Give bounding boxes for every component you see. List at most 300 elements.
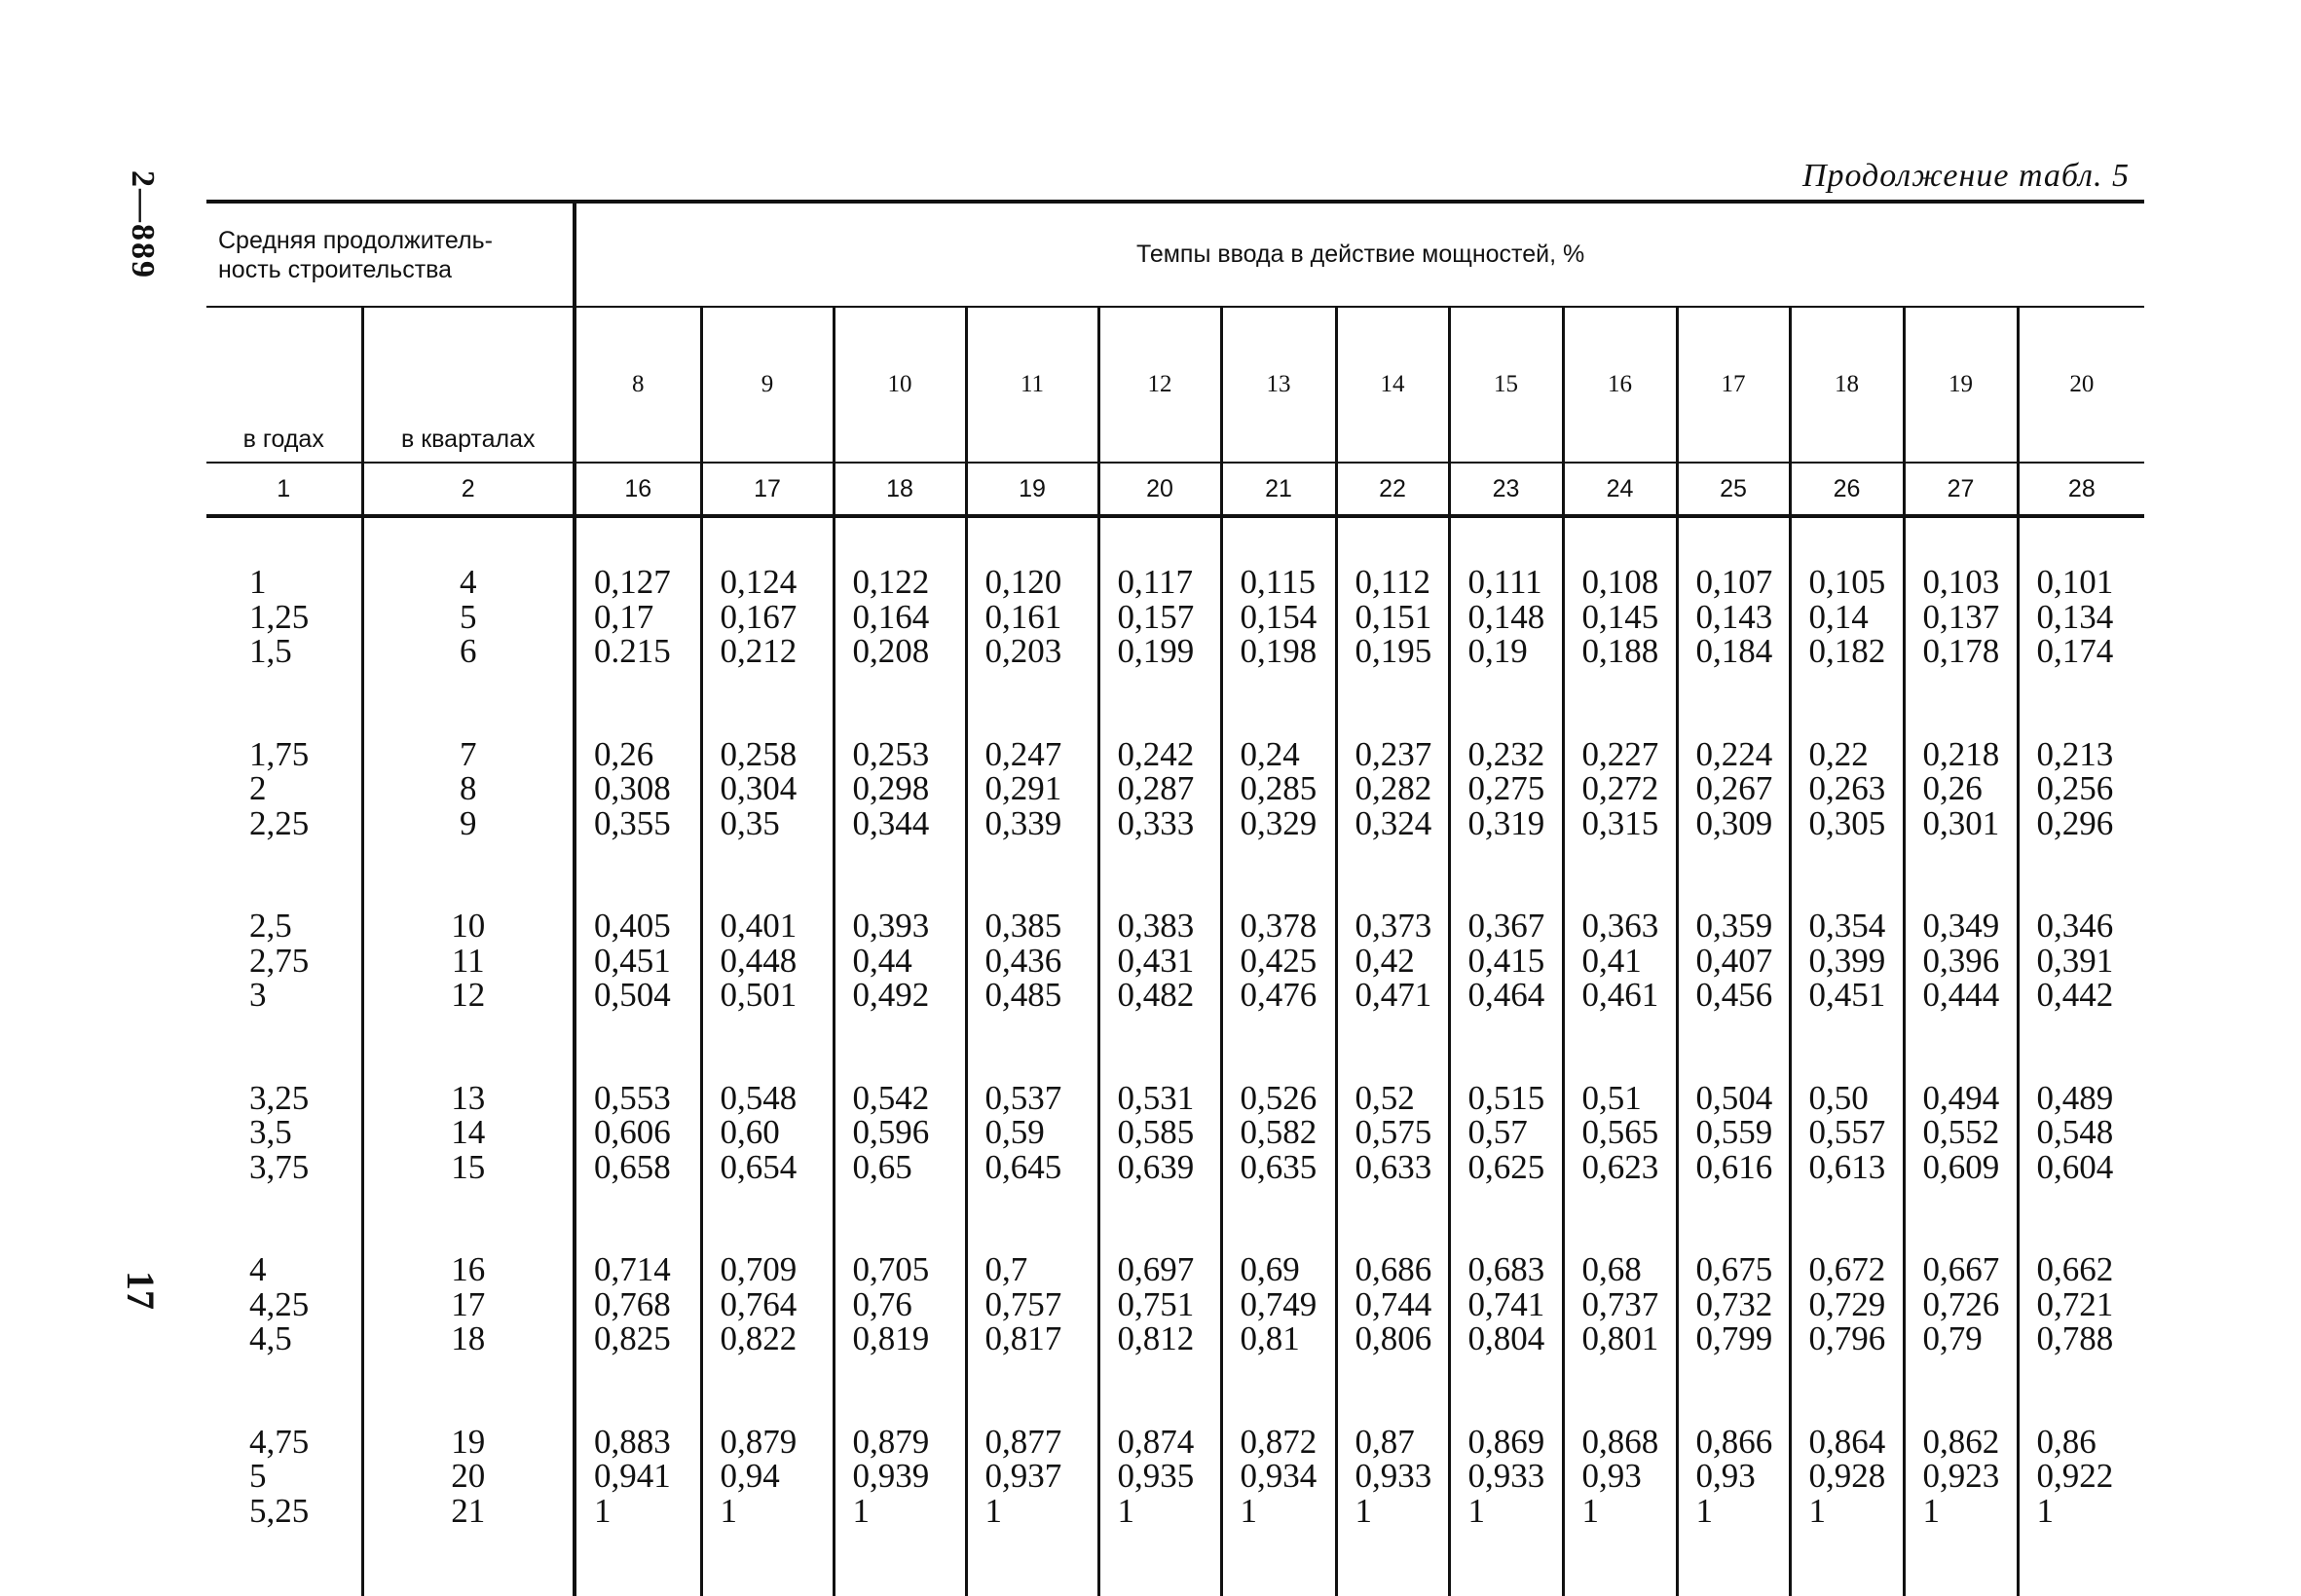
- table-cell: 0,267: [1695, 769, 1773, 807]
- table-cell: 0,822: [720, 1319, 798, 1357]
- table-cell: 0,355: [594, 803, 671, 842]
- table-cell: 0,565: [1581, 1113, 1659, 1151]
- table-cell: 0,515: [1467, 1078, 1545, 1117]
- value-column: [1904, 516, 2018, 1596]
- data-body: [206, 516, 2144, 1596]
- table-cell: 5: [460, 597, 477, 636]
- table-cell: 0,596: [852, 1113, 930, 1151]
- table-cell: 0,68: [1581, 1250, 1642, 1288]
- table-cell: 0,625: [1467, 1147, 1545, 1186]
- table-cell: 0,613: [1808, 1147, 1886, 1186]
- table-cell: 0,582: [1240, 1113, 1318, 1151]
- table-cell: 0,227: [1581, 734, 1659, 773]
- table-cell: 1: [1922, 1491, 1941, 1530]
- table-cell: 0,444: [1922, 976, 2000, 1014]
- percent-header: 17: [1677, 307, 1790, 463]
- table-cell: 4: [460, 563, 477, 601]
- table-cell: 0,456: [1695, 976, 1773, 1014]
- table-cell: 0,346: [2036, 907, 2114, 945]
- value-column: [1098, 516, 1221, 1596]
- table-cell: 0,662: [2036, 1250, 2114, 1288]
- value-column: [1449, 516, 1563, 1596]
- table-cell: 0,212: [720, 632, 798, 670]
- table-cell: 1: [249, 563, 267, 601]
- table-cell: 0,253: [852, 734, 930, 773]
- table-cell: 0,451: [1808, 976, 1886, 1014]
- table-cell: 0,744: [1355, 1284, 1432, 1323]
- table-cell: 0,451: [594, 941, 671, 980]
- table-cell: 0,448: [720, 941, 798, 980]
- table-cell: 0,768: [594, 1284, 671, 1323]
- table-cell: 0,87: [1355, 1422, 1415, 1461]
- table-cell: 0,553: [594, 1078, 671, 1117]
- table-cell: 0,623: [1581, 1147, 1659, 1186]
- table-cell: 0,683: [1467, 1250, 1545, 1288]
- table-cell: 0,425: [1240, 941, 1318, 980]
- table-cell: 0,461: [1581, 976, 1659, 1014]
- table-cell: 20: [451, 1457, 486, 1495]
- table-cell: 0,464: [1467, 976, 1545, 1014]
- table-cell: 0,237: [1355, 734, 1432, 773]
- table-cell: 0,494: [1922, 1078, 2000, 1117]
- table-cell: 0,405: [594, 907, 671, 945]
- table-cell: 0,52: [1355, 1078, 1415, 1117]
- table-cell: 0,548: [720, 1078, 798, 1117]
- table-cell: 1: [984, 1491, 1003, 1530]
- table-cell: 0,526: [1240, 1078, 1318, 1117]
- value-column: [966, 516, 1098, 1596]
- table-cell: 0,14: [1808, 597, 1869, 636]
- table-cell: 0,275: [1467, 769, 1545, 807]
- table-cell: 0,645: [984, 1147, 1062, 1186]
- table-cell: 0,17: [594, 597, 654, 636]
- table-cell: 1: [594, 1491, 612, 1530]
- table-cell: 0,344: [852, 803, 930, 842]
- table-cell: 0,145: [1581, 597, 1659, 636]
- table-cell: 0,877: [984, 1422, 1062, 1461]
- table-cell: 9: [460, 803, 477, 842]
- table-cell: 0,117: [1117, 563, 1193, 601]
- column-number: 22: [1336, 463, 1449, 516]
- rates-title: Темпы ввода в действие мощностей, %: [575, 202, 2144, 307]
- table-cell: 0,44: [852, 941, 912, 980]
- percent-header: 10: [834, 307, 966, 463]
- table-cell: 0,26: [1922, 769, 1983, 807]
- table-cell: 0,137: [1922, 597, 2000, 636]
- table-cell: 0,282: [1355, 769, 1432, 807]
- column-number: 1: [206, 463, 362, 516]
- table-cell: 0,57: [1467, 1113, 1528, 1151]
- table-cell: 0,263: [1808, 769, 1886, 807]
- table-cell: 0,825: [594, 1319, 671, 1357]
- table-cell: 0,60: [720, 1113, 780, 1151]
- table-cell: 0,50: [1808, 1078, 1869, 1117]
- side-label: 2—889: [125, 170, 161, 279]
- table-cell: 0,868: [1581, 1422, 1659, 1461]
- table-cell: 0,213: [2036, 734, 2114, 773]
- table-cell: 0,22: [1808, 734, 1869, 773]
- table-cell: 0,436: [984, 941, 1062, 980]
- table-cell: 0,232: [1467, 734, 1545, 773]
- table-cell: 1: [1355, 1491, 1373, 1530]
- table-cell: 10: [451, 907, 486, 945]
- table-cell: 13: [451, 1078, 486, 1117]
- table-cell: 0,866: [1695, 1422, 1773, 1461]
- table-cell: 0,120: [984, 563, 1062, 601]
- table-cell: 0,108: [1581, 563, 1659, 601]
- table-cell: 0,726: [1922, 1284, 2000, 1323]
- table-cell: 4,25: [249, 1284, 310, 1323]
- table-cell: 0,107: [1695, 563, 1773, 601]
- percent-header: 9: [701, 307, 834, 463]
- table-cell: 0,258: [720, 734, 798, 773]
- table-cell: 5,25: [249, 1491, 310, 1530]
- table-cell: 0,606: [594, 1113, 671, 1151]
- table-cell: 0,59: [984, 1113, 1045, 1151]
- table-cell: 3,75: [249, 1147, 310, 1186]
- table-cell: 0,218: [1922, 734, 2000, 773]
- table-cell: 0,471: [1355, 976, 1432, 1014]
- table-cell: 0,482: [1117, 976, 1195, 1014]
- table-cell: 0,65: [852, 1147, 912, 1186]
- column-number: 17: [701, 463, 834, 516]
- table-cell: 3: [249, 976, 267, 1014]
- column-number: 23: [1449, 463, 1563, 516]
- table-cell: 1: [1808, 1491, 1827, 1530]
- value-column: [2018, 516, 2144, 1596]
- table-cell: 0,359: [1695, 907, 1773, 945]
- table-cell: 0,721: [2036, 1284, 2114, 1323]
- column-number: 24: [1563, 463, 1677, 516]
- table-cell: 0,923: [1922, 1457, 2000, 1495]
- table-cell: 0,709: [720, 1250, 798, 1288]
- table-cell: 5: [249, 1457, 267, 1495]
- table-cell: 1: [1467, 1491, 1486, 1530]
- table-cell: 0,658: [594, 1147, 671, 1186]
- table-cell: 0,378: [1240, 907, 1318, 945]
- table-cell: 0,373: [1355, 907, 1432, 945]
- table-cell: 0,224: [1695, 734, 1773, 773]
- table-cell: 0,256: [2036, 769, 2114, 807]
- table-cell: 0,806: [1355, 1319, 1432, 1357]
- table-cell: 0,939: [852, 1457, 930, 1495]
- value-column: [1790, 516, 1904, 1596]
- table-cell: 0,542: [852, 1078, 930, 1117]
- percent-header: 20: [2018, 307, 2144, 463]
- table-cell: 4,75: [249, 1422, 310, 1461]
- value-column: [1336, 516, 1449, 1596]
- table-cell: 0,604: [2036, 1147, 2114, 1186]
- table-cell: 0,812: [1117, 1319, 1195, 1357]
- column-number: 19: [966, 463, 1098, 516]
- table-cell: 0,103: [1922, 563, 2000, 601]
- table-cell: 0,819: [852, 1319, 930, 1357]
- table-cell: 0,285: [1240, 769, 1318, 807]
- table-cell: 0,242: [1117, 734, 1195, 773]
- table-cell: 0,654: [720, 1147, 798, 1186]
- table-cell: 0,399: [1808, 941, 1886, 980]
- table-cell: 1: [1240, 1491, 1258, 1530]
- table-cell: 0,199: [1117, 632, 1195, 670]
- table-cell: 0,874: [1117, 1422, 1195, 1461]
- table-cell: 0,559: [1695, 1113, 1773, 1151]
- table-cell: 6: [460, 632, 477, 670]
- table-cell: 0,531: [1117, 1078, 1195, 1117]
- years-header: в годах: [206, 307, 362, 463]
- table-cell: 0,764: [720, 1284, 798, 1323]
- column-number: 20: [1098, 463, 1221, 516]
- table-cell: 0,41: [1581, 941, 1642, 980]
- table-cell: 0,203: [984, 632, 1062, 670]
- table-cell: 0,879: [720, 1422, 798, 1461]
- table-cell: 0,401: [720, 907, 798, 945]
- column-number: 25: [1677, 463, 1790, 516]
- table-cell: 1: [720, 1491, 738, 1530]
- percent-header: 8: [575, 307, 701, 463]
- table-cell: 1,75: [249, 734, 310, 773]
- table-cell: 0,415: [1467, 941, 1545, 980]
- table-cell: 0,188: [1581, 632, 1659, 670]
- table-cell: 0,247: [984, 734, 1062, 773]
- table-cell: 0,111: [1467, 563, 1542, 601]
- table-cell: 0,941: [594, 1457, 671, 1495]
- table-cell: 0,51: [1581, 1078, 1642, 1117]
- table-cell: 0,672: [1808, 1250, 1886, 1288]
- table-cell: 0,105: [1808, 563, 1886, 601]
- table-cell: 0,729: [1808, 1284, 1886, 1323]
- table-cell: 0,714: [594, 1250, 671, 1288]
- table-cell: 0,161: [984, 597, 1062, 636]
- table-cell: 14: [451, 1113, 486, 1151]
- duration-title: Средняя продолжитель- ность строительства: [206, 202, 575, 307]
- column-number-row: [206, 463, 2144, 516]
- column-number: 16: [575, 463, 701, 516]
- table-cell: 0,195: [1355, 632, 1432, 670]
- table-cell: 0,537: [984, 1078, 1062, 1117]
- table-cell: 8: [460, 769, 477, 807]
- percent-header: 13: [1221, 307, 1336, 463]
- table-cell: 0,391: [2036, 941, 2114, 980]
- table-cell: 0,198: [1240, 632, 1318, 670]
- percent-header-row: [206, 307, 2144, 463]
- table-cell: 0,933: [1467, 1457, 1545, 1495]
- table-cell: 15: [451, 1147, 486, 1186]
- table-cell: 0,864: [1808, 1422, 1886, 1461]
- table-cell: 0,407: [1695, 941, 1773, 980]
- table-cell: 0,799: [1695, 1319, 1773, 1357]
- table-cell: 0,396: [1922, 941, 2000, 980]
- percent-header: 11: [966, 307, 1098, 463]
- table-cell: 0,633: [1355, 1147, 1432, 1186]
- table-cell: 0,757: [984, 1284, 1062, 1323]
- table-cell: 12: [451, 976, 486, 1014]
- table-cell: 0,151: [1355, 597, 1432, 636]
- table-cell: 0,489: [2036, 1078, 2114, 1117]
- table-cell: 0,122: [852, 563, 930, 601]
- table-cell: 0,301: [1922, 803, 2000, 842]
- table-cell: 0,178: [1922, 632, 2000, 670]
- table-cell: 4: [249, 1250, 267, 1288]
- table-cell: 0,431: [1117, 941, 1195, 980]
- table-cell: 0,308: [594, 769, 671, 807]
- table-cell: 0,76: [852, 1284, 912, 1323]
- table-cell: 0,492: [852, 976, 930, 1014]
- percent-header: 19: [1904, 307, 2018, 463]
- table-cell: 0,585: [1117, 1113, 1195, 1151]
- column-number: 2: [362, 463, 575, 516]
- table-cell: 0,272: [1581, 769, 1659, 807]
- value-column: [1563, 516, 1677, 1596]
- table-cell: 1: [1117, 1491, 1135, 1530]
- table-cell: 2,5: [249, 907, 292, 945]
- table-cell: 0,934: [1240, 1457, 1318, 1495]
- table-cell: 0,732: [1695, 1284, 1773, 1323]
- table-cell: 0,686: [1355, 1250, 1432, 1288]
- column-number: 28: [2018, 463, 2144, 516]
- table-cell: 1,5: [249, 632, 292, 670]
- column-number: 18: [834, 463, 966, 516]
- table-cell: 0,143: [1695, 597, 1773, 636]
- table-cell: 0,324: [1355, 803, 1432, 842]
- table-cell: 0,112: [1355, 563, 1430, 601]
- table-cell: 0,296: [2036, 803, 2114, 842]
- table-cell: 0,363: [1581, 907, 1659, 945]
- table-cell: 0,933: [1355, 1457, 1432, 1495]
- table-cell: 0,751: [1117, 1284, 1195, 1323]
- table-cell: 0,476: [1240, 976, 1318, 1014]
- table-cell: 0,367: [1467, 907, 1545, 945]
- table-cell: 0,42: [1355, 941, 1415, 980]
- table-cell: 0,504: [1695, 1078, 1773, 1117]
- table-cell: 0,115: [1240, 563, 1316, 601]
- table-cell: 0,298: [852, 769, 930, 807]
- table-cell: 0,552: [1922, 1113, 2000, 1151]
- quarters-header: в кварталах: [362, 307, 575, 463]
- table-cell: 0,442: [2036, 976, 2114, 1014]
- table-cell: 21: [451, 1491, 486, 1530]
- table-cell: 0,817: [984, 1319, 1062, 1357]
- table-cell: 4,5: [249, 1319, 292, 1357]
- table-cell: 0,935: [1117, 1457, 1195, 1495]
- table-cell: 0,639: [1117, 1147, 1195, 1186]
- value-column: [834, 516, 966, 1596]
- table-cell: 1: [852, 1491, 871, 1530]
- table-cell: 2,25: [249, 803, 310, 842]
- data-table: [206, 200, 2144, 1596]
- table-cell: 0,635: [1240, 1147, 1318, 1186]
- table-cell: 0,339: [984, 803, 1062, 842]
- value-column: [1221, 516, 1336, 1596]
- table-cell: 0,69: [1240, 1250, 1300, 1288]
- table-cell: 0,333: [1117, 803, 1195, 842]
- table-cell: 0,741: [1467, 1284, 1545, 1323]
- table-cell: 0,883: [594, 1422, 671, 1461]
- table-cell: 0,79: [1922, 1319, 1983, 1357]
- years-column: [206, 516, 362, 1596]
- column-number: 21: [1221, 463, 1336, 516]
- table-cell: 0,862: [1922, 1422, 2000, 1461]
- value-column: [575, 516, 701, 1596]
- table-cell: 0,675: [1695, 1250, 1773, 1288]
- table-cell: 0,157: [1117, 597, 1195, 636]
- table-cell: 0,7: [984, 1250, 1028, 1288]
- table-cell: 0,164: [852, 597, 930, 636]
- table-cell: 0,86: [2036, 1422, 2097, 1461]
- table-cell: 1: [2036, 1491, 2055, 1530]
- table-cell: 0,869: [1467, 1422, 1545, 1461]
- table-cell: 0,575: [1355, 1113, 1432, 1151]
- table-cell: 0,329: [1240, 803, 1318, 842]
- table-cell: 0,26: [594, 734, 654, 773]
- percent-header: 14: [1336, 307, 1449, 463]
- table-caption: Продолжение табл. 5: [1801, 158, 2130, 194]
- table-cell: 0,35: [720, 803, 780, 842]
- table-cell: 3,25: [249, 1078, 310, 1117]
- table-cell: 0,383: [1117, 907, 1195, 945]
- table-cell: 11: [451, 941, 485, 980]
- table-cell: 0,93: [1581, 1457, 1642, 1495]
- table-cell: 0,309: [1695, 803, 1773, 842]
- table-cell: 18: [451, 1319, 486, 1357]
- table-cell: 0,319: [1467, 803, 1545, 842]
- table-cell: 0,788: [2036, 1319, 2114, 1357]
- value-column: [1677, 516, 1790, 1596]
- table-cell: 0,801: [1581, 1319, 1659, 1357]
- table-cell: 0,616: [1695, 1147, 1773, 1186]
- table-cell: 0,127: [594, 563, 671, 601]
- table-cell: 0,548: [2036, 1113, 2114, 1151]
- table-cell: 0,922: [2036, 1457, 2114, 1495]
- table-cell: 0,291: [984, 769, 1062, 807]
- table-cell: 1: [1695, 1491, 1714, 1530]
- table-cell: 0,557: [1808, 1113, 1886, 1151]
- table-cell: 0,94: [720, 1457, 780, 1495]
- column-number: 27: [1904, 463, 2018, 516]
- table-cell: 16: [451, 1250, 486, 1288]
- table-cell: 0,101: [2036, 563, 2114, 601]
- percent-header: 16: [1563, 307, 1677, 463]
- table-cell: 0,796: [1808, 1319, 1886, 1357]
- table-cell: 0,81: [1240, 1319, 1300, 1357]
- table-cell: 0,485: [984, 976, 1062, 1014]
- table-cell: 3,5: [249, 1113, 292, 1151]
- table-cell: 1: [1581, 1491, 1600, 1530]
- table-cell: 0,737: [1581, 1284, 1659, 1323]
- table-cell: 0,349: [1922, 907, 2000, 945]
- table-cell: 0,174: [2036, 632, 2114, 670]
- table-cell: 0,879: [852, 1422, 930, 1461]
- table-cell: 0,19: [1467, 632, 1528, 670]
- table-cell: 2,75: [249, 941, 310, 980]
- table-cell: 7: [460, 734, 477, 773]
- table-cell: 0,872: [1240, 1422, 1318, 1461]
- table-cell: 0,937: [984, 1457, 1062, 1495]
- table-cell: 0,667: [1922, 1250, 2000, 1288]
- table-cell: 0,304: [720, 769, 798, 807]
- table-cell: 2: [249, 769, 267, 807]
- table-cell: 0,393: [852, 907, 930, 945]
- table-cell: 0,928: [1808, 1457, 1886, 1495]
- table-cell: 19: [451, 1422, 486, 1461]
- table-cell: 0,24: [1240, 734, 1300, 773]
- table-cell: 0,749: [1240, 1284, 1318, 1323]
- table-cell: 0,184: [1695, 632, 1773, 670]
- table-cell: 1,25: [249, 597, 310, 636]
- percent-header: 15: [1449, 307, 1563, 463]
- table-cell: 0,287: [1117, 769, 1195, 807]
- table-cell: 0,208: [852, 632, 930, 670]
- table-cell: 0,705: [852, 1250, 930, 1288]
